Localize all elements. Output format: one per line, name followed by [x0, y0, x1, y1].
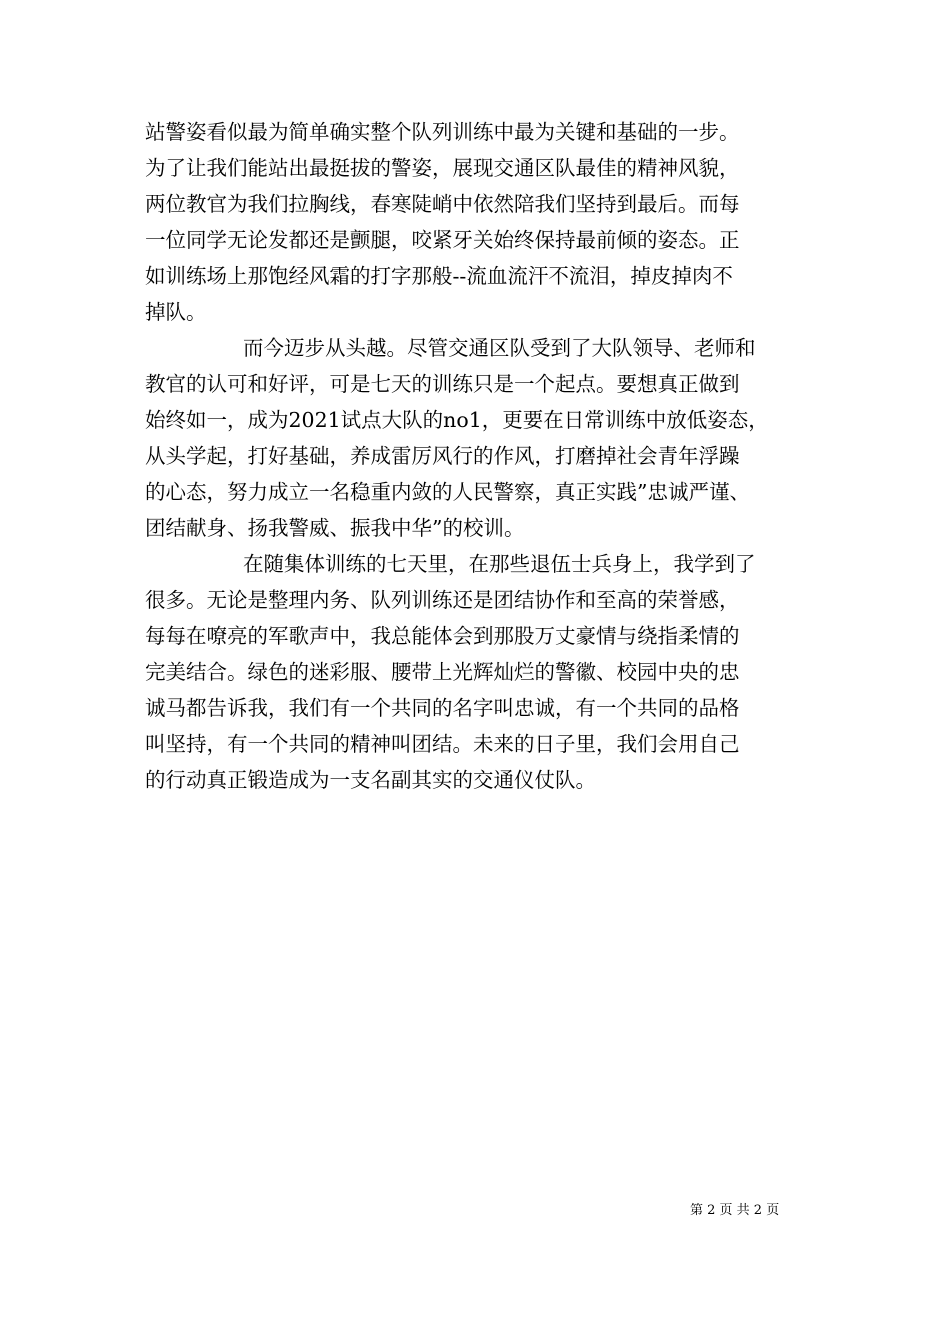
text-line: 诚马都告诉我，我们有一个共同的名字叫忠诚，有一个共同的品格 — [145, 696, 740, 720]
text-line: 掉队。 — [145, 300, 207, 324]
paragraph-2 — [145, 330, 815, 546]
document-body — [145, 114, 815, 798]
text-line: 从头学起，打好基础，养成雷厉风行的作风，打磨掉社会青年浮躁 — [145, 444, 740, 468]
text-line: 完美结合。绿色的迷彩服、腰带上光辉灿烂的警徽、校园中央的忠 — [145, 660, 740, 684]
text-line: 很多。无论是整理内务、队列训练还是团结协作和至高的荣誉感， — [145, 588, 740, 612]
paragraph-3 — [145, 546, 815, 798]
text-line: 教官的认可和好评，可是七天的训练只是一个起点。要想真正做到 — [145, 372, 740, 396]
text-line: 始终如一，成为2021试点大队的no1，更要在日常训练中放低姿态， — [145, 408, 769, 432]
text-line: 一位同学无论发都还是颤腿，咬紧牙关始终保持最前倾的姿态。正 — [145, 228, 740, 252]
text-line: 的行动真正锻造成为一支名副其实的交通仪仗队。 — [145, 768, 596, 792]
text-line: 团结献身、扬我警威、振我中华”的校训。 — [145, 516, 525, 540]
text-line-indented: 在随集体训练的七天里，在那些退伍士兵身上，我学到了 — [243, 552, 756, 576]
text-line-indented: 而今迈步从头越。尽管交通区队受到了大队领导、老师和 — [243, 336, 756, 360]
page-number-footer: 第 2 页 共 2 页 — [690, 1203, 780, 1218]
paragraph-1 — [145, 114, 815, 330]
text-line: 每每在嘹亮的军歌声中，我总能体会到那股万丈豪情与绕指柔情的 — [145, 624, 740, 648]
text-line: 站警姿看似最为简单确实整个队列训练中最为关键和基础的一步。 — [145, 120, 740, 144]
text-line: 的心态，努力成立一名稳重内敛的人民警察，真正实践”忠诚严谨、 — [145, 480, 750, 504]
text-line: 如训练场上那饱经风霜的打字那般--流血流汗不流泪，掉皮掉肉不 — [145, 264, 733, 288]
text-line: 为了让我们能站出最挺拔的警姿，展现交通区队最佳的精神风貌， — [145, 156, 740, 180]
text-line: 叫坚持，有一个共同的精神叫团结。未来的日子里，我们会用自己 — [145, 732, 740, 756]
text-line: 两位教官为我们拉胸线，春寒陡峭中依然陪我们坚持到最后。而每 — [145, 192, 740, 216]
